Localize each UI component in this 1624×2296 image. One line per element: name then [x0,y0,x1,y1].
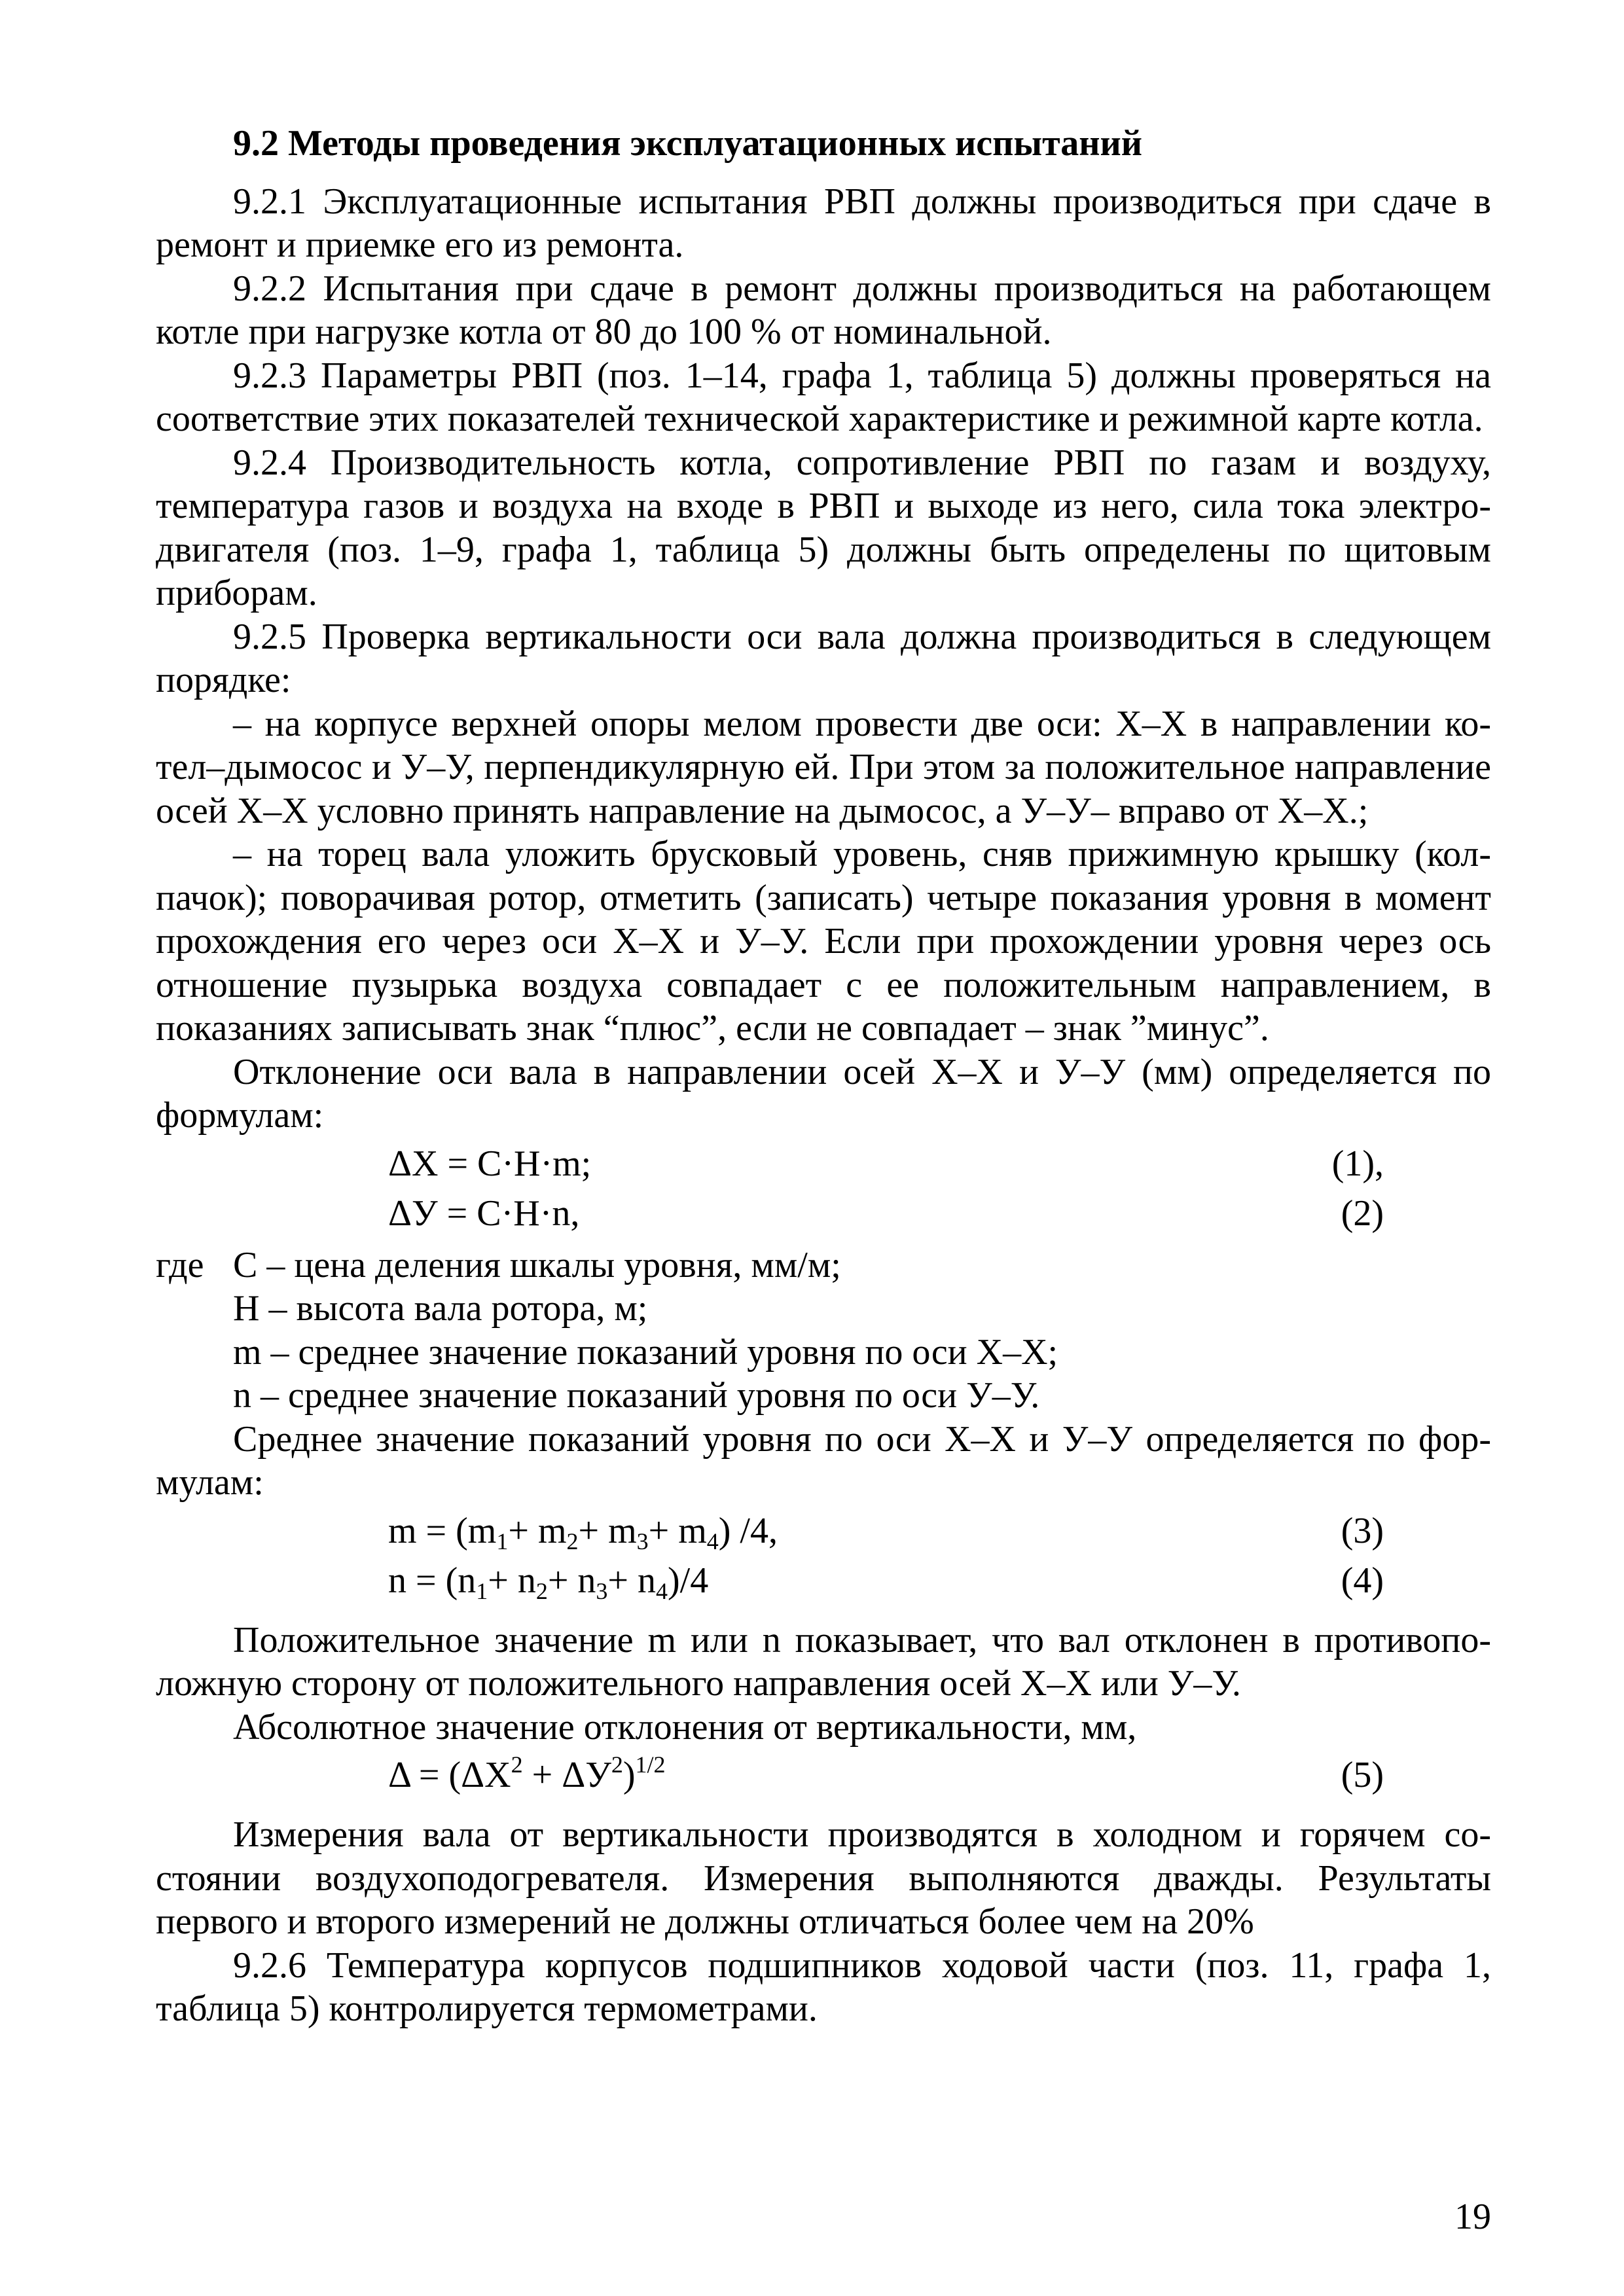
paragraph-9-2-6: 9.2.6 Температура корпусов подшипников ходовой части (поз. 11, графа 1, таблица 5) контролируется термометрами. [156,1945,1491,2029]
paragraph-deviation: Отклонение оси вала в направлении осей Х–Х и У–У (мм) определяется по формулам: [156,1051,1491,1136]
paragraph-measurements: Измерения вала от вертикальности производятся в холодном и горячем состоянии воздухоподогревателя. Измерения выполняются дважды. Результаты первого и второго измерений не должны отличаться более чем на 20% [156,1814,1491,1942]
formula-expression: $\Delta = (\Delta Х^2 + \Delta У^2)^{1/2}$ [388,1751,666,1795]
formula-lhs: n = (n [388,1560,477,1601]
paragraph-9-2-5: 9.2.5 Проверка вертикальности оси вала должна производиться в следующем порядке: [156,616,1491,700]
definition-item [156,1331,1491,1374]
paragraph-mean: Среднее значение показаний уровня по оси Х–Х и У–У определяется по формулам: [156,1418,1491,1503]
formula-expression: ΔХ = С·Н·m; [388,1143,592,1184]
formula-expression: $n = (n_1+ n_2+ n_3+ n_4)/4$ [388,1560,709,1604]
page-number: 19 [1454,2197,1491,2237]
bullet-item: – на корпусе верхней опоры мелом провести две оси: Х–Х в направлении котел–дымосос и У–У, перпендикулярную ей. При этом за положительное направление осей Х–Х условно принять направление на дымосос, а У–У– вправо от Х–Х.; [156,703,1491,831]
formula-5 [156,1751,1491,1799]
formula-4 [156,1557,1491,1604]
paragraph-9-2-2: 9.2.2 Испытания при сдаче в ремонт должны производиться на работающем котле при нагрузке котла от 80 до 100 % от номинальной. [156,268,1491,352]
formula-number: (1), [1331,1143,1384,1184]
formula-expression: ΔУ = С·Н·n, [388,1193,580,1234]
where-label: где [156,1244,204,1285]
formula-number: (2) [1341,1193,1384,1234]
formula-number: (3) [1341,1510,1384,1551]
formula-3 [156,1507,1491,1554]
definition-text: n – среднее значение показаний уровня по оси У–У. [233,1375,1040,1416]
paragraph-9-2-1: 9.2.1 Эксплуатационные испытания РВП должны производиться при сдаче в ремонт и приемке его из ремонта. [156,181,1491,265]
formula-1 [156,1140,1491,1187]
document-page [156,98,1491,2031]
definition-text: С – цена деления шкалы уровня, мм/м; [233,1244,841,1285]
formula-lhs: m = (m [388,1510,497,1551]
definition-item [156,1244,1491,1287]
formula-number: (5) [1341,1755,1384,1795]
definition-item [156,1287,1491,1331]
definition-item [156,1374,1491,1418]
formula-expression: $m = (m_1+ m_2+ m_3+ m_4)$ /4, [388,1510,778,1554]
formula-number: (4) [1341,1560,1384,1601]
section-title: 9.2 Методы проведения эксплуатационных испытаний [233,123,1143,164]
formula-2 [156,1190,1491,1237]
paragraph-9-2-3: 9.2.3 Параметры РВП (поз. 1–14, графа 1, таблица 5) должны проверяться на соответствие этих показателей технической характеристике и режимной карте котла. [156,355,1491,439]
definition-text: Н – высота вала ротора, м; [233,1288,648,1329]
definitions-list [156,1244,1491,1418]
definition-text: m – среднее значение показаний уровня по оси Х–Х; [233,1331,1058,1372]
paragraph-absolute: Абсолютное значение отклонения от вертикальности, мм, [233,1706,1137,1748]
paragraph-positive: Положительное значение m или n показывает, что вал отклонен в противоположную сторону от положительного направления осей Х–Х или У–У. [156,1619,1491,1704]
bullet-item: – на торец вала уложить брусковый уровень, сняв прижимную крышку (колпачок); поворачивая ротор, отметить (записать) четыре показания уровня в момент прохождения его через оси Х–Х и У–У. Если при прохождении уровня через ось отношение пузырька воздуха совпадает с ее положительным направлением, в показаниях записывать знак “плюс”, если не совпадает – знак ”минус”. [156,834,1491,1049]
paragraph-9-2-4: 9.2.4 Производительность котла, сопротивление РВП по газам и воздуху, температура газов и воздуха на входе в РВП и выходе из него, сила тока электродвигателя (поз. 1–9, графа 1, таблица 5) должны быть определены по щитовым приборам. [156,442,1491,613]
